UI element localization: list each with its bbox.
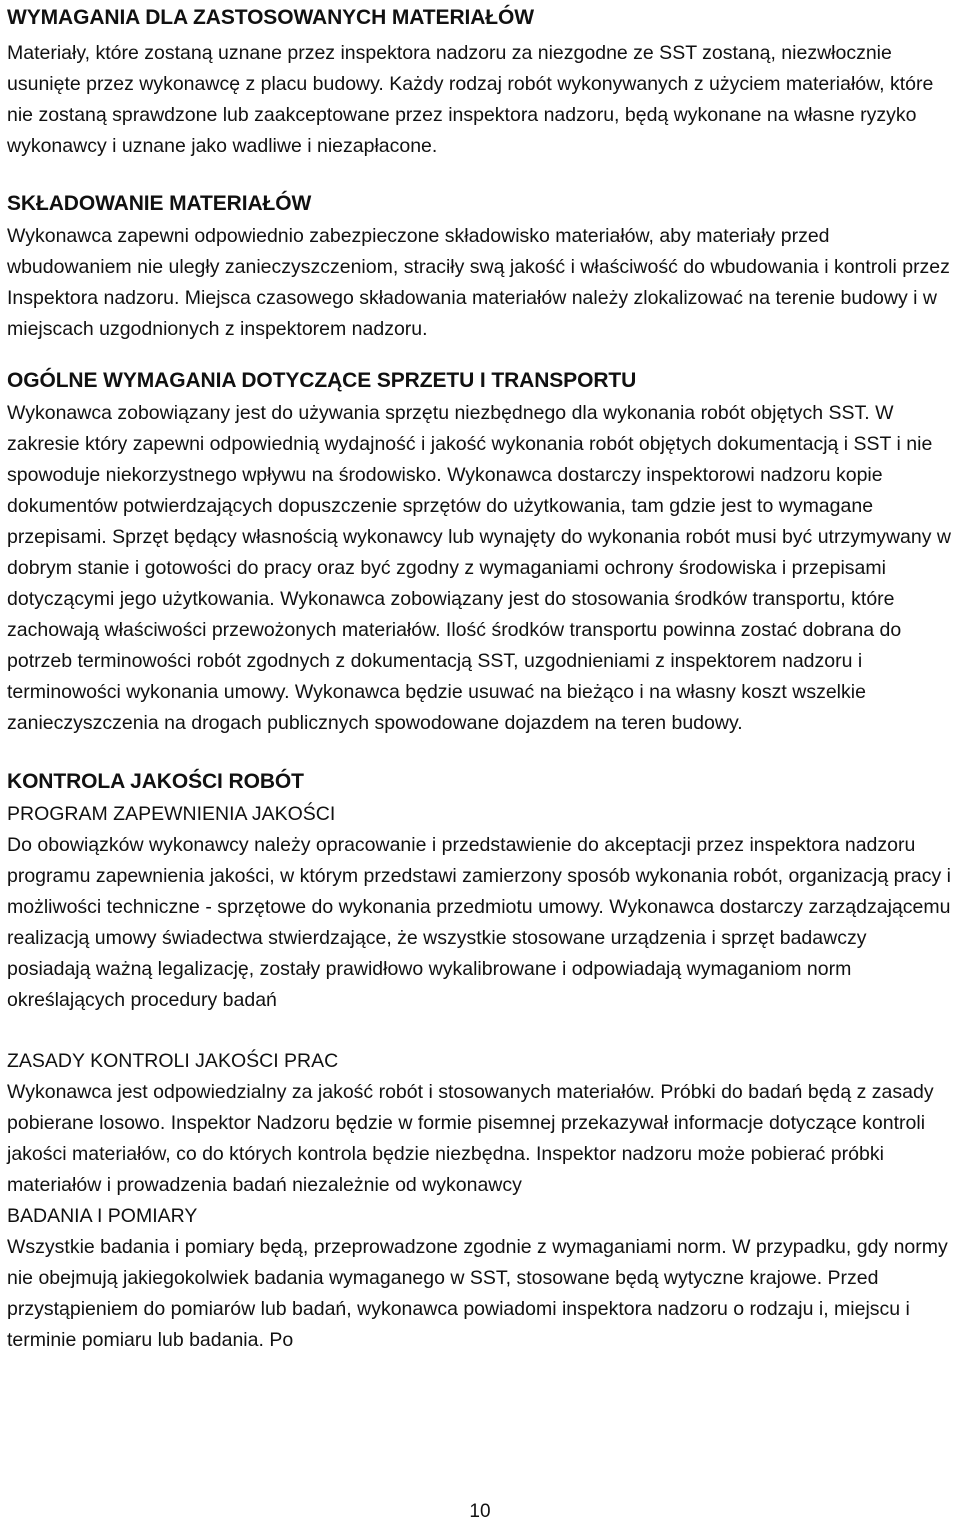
subheading-program: PROGRAM ZAPEWNIENIA JAKOŚCI: [7, 803, 336, 825]
paragraph-wymagania: Materiały, które zostaną uznane przez inspektora nadzoru za niezgodne ze SST zostaną, niezwłocznie usunięte przez wykonawcę z placu budowy. Każdy rodzaj robót wykonywanych z użyciem materiałów, które nie zostaną sprawdzone lub zaakceptowane przez inspektora nadzoru, będą wykonane na własne ryzyko wykonawcy i uznane jako wadliwe i niezapłacone.: [7, 42, 934, 157]
paragraph-zasady: Wykonawca jest odpowiedzialny za jakość robót i stosowanych materiałów. Próbki do badań będą z zasady pobierane losowo. Inspektor Nadzoru będzie w formie pisemnej przekazywał informacje dotyczące kontroli jakości materiałów, co do których kontrola będzie niezbędna. Inspektor nadzoru może pobierać próbki materiałów i prowadzenia badań niezależnie od wykonawcy: [7, 1081, 934, 1196]
subheading-badania: BADANIA I POMIARY: [7, 1205, 198, 1227]
paragraph-sprzet: Wykonawca zobowiązany jest do używania sprzętu niezbędnego dla wykonania robót objętych SST. W zakresie który zapewni odpowiednią wydajność i jakość wykonania robót objętych dokumentacją i SST i nie spowoduje niekorzystnego wpływu na środowisko. Wykonawca dostarczy inspektorowi nadzoru kopie dokumentów potwierdzających dopuszczenie sprzętów do użytkowania, tam gdzie jest to wymagane przepisami. Sprzęt będący własnością wykonawcy lub wynajęty do wykonania robót musi być utrzymywany w dobrym stanie i gotowości do pracy oraz być zgodny z wymaganiami ochrony środowiska i przepisami dotyczącymi jego użytkowania. Wykonawca zobowiązany jest do stosowania środków transportu, które zachowają właściwości przewożonych materiałów. Ilość środków transportu powinna zostać dobrana do potrzeb terminowości robót zgodnych z dokumentacją SST, uzgodnieniami z inspektorem nadzoru i terminowości wykonania umowy. Wykonawca będzie usuwać na bieżąco i na własny koszt wszelkie zanieczyszczenia na drogach publicznych spowodowane dojazdem na teren budowy.: [7, 402, 951, 734]
paragraph-badania: Wszystkie badania i pomiary będą, przeprowadzone zgodnie z wymaganiami norm. W przypadku, gdy normy nie obejmują jakiegokolwiek badania wymaganego w SST, stosowane będą wytyczne krajowe. Przed przystąpieniem do pomiarów lub badań, wykonawca powiadomi inspektora nadzoru o rodzaju i, miejscu i terminie pomiaru lub badania. Po: [7, 1236, 948, 1351]
document-page: [7, 0, 955, 1356]
paragraph-skladowanie: Wykonawca zapewni odpowiednio zabezpieczone składowisko materiałów, aby materiały przed wbudowaniem nie uległy zanieczyszczeniom, straciły swą jakość i właściwość do wbudowania i kontroli przez Inspektora nadzoru. Miejsca czasowego składowania materiałów należy zlokalizować na terenie budowy i w miejscach uzgodnionych z inspektorem nadzoru.: [7, 225, 950, 340]
page-number: 10: [469, 1501, 491, 1522]
heading-skladowanie: SKŁADOWANIE MATERIAŁÓW: [7, 192, 312, 215]
subheading-zasady: ZASADY KONTROLI JAKOŚCI PRAC: [7, 1050, 339, 1072]
heading-wymagania: WYMAGANIA DLA ZASTOSOWANYCH MATERIAŁÓW: [7, 6, 534, 29]
heading-kontrola: KONTROLA JAKOŚCI ROBÓT: [7, 770, 304, 793]
heading-sprzet: OGÓLNE WYMAGANIA DOTYCZĄCE SPRZETU I TRANSPORTU: [7, 369, 637, 392]
paragraph-program: Do obowiązków wykonawcy należy opracowanie i przedstawienie do akceptacji przez inspektora nadzoru programu zapewnienia jakości, w którym przedstawi zamierzony sposób wykonania robót, organizacją pracy i możliwości techniczne - sprzętowe do wykonania przedmiotu umowy. Wykonawca dostarczy zarządzającemu realizacją umowy świadectwa stwierdzające, że wszystkie stosowane urządzenia i sprzęt badawczy posiadają ważną legalizację, zostały prawidłowo wykalibrowane i odpowiadają wymaganiom norm określających procedury badań: [7, 834, 952, 1011]
